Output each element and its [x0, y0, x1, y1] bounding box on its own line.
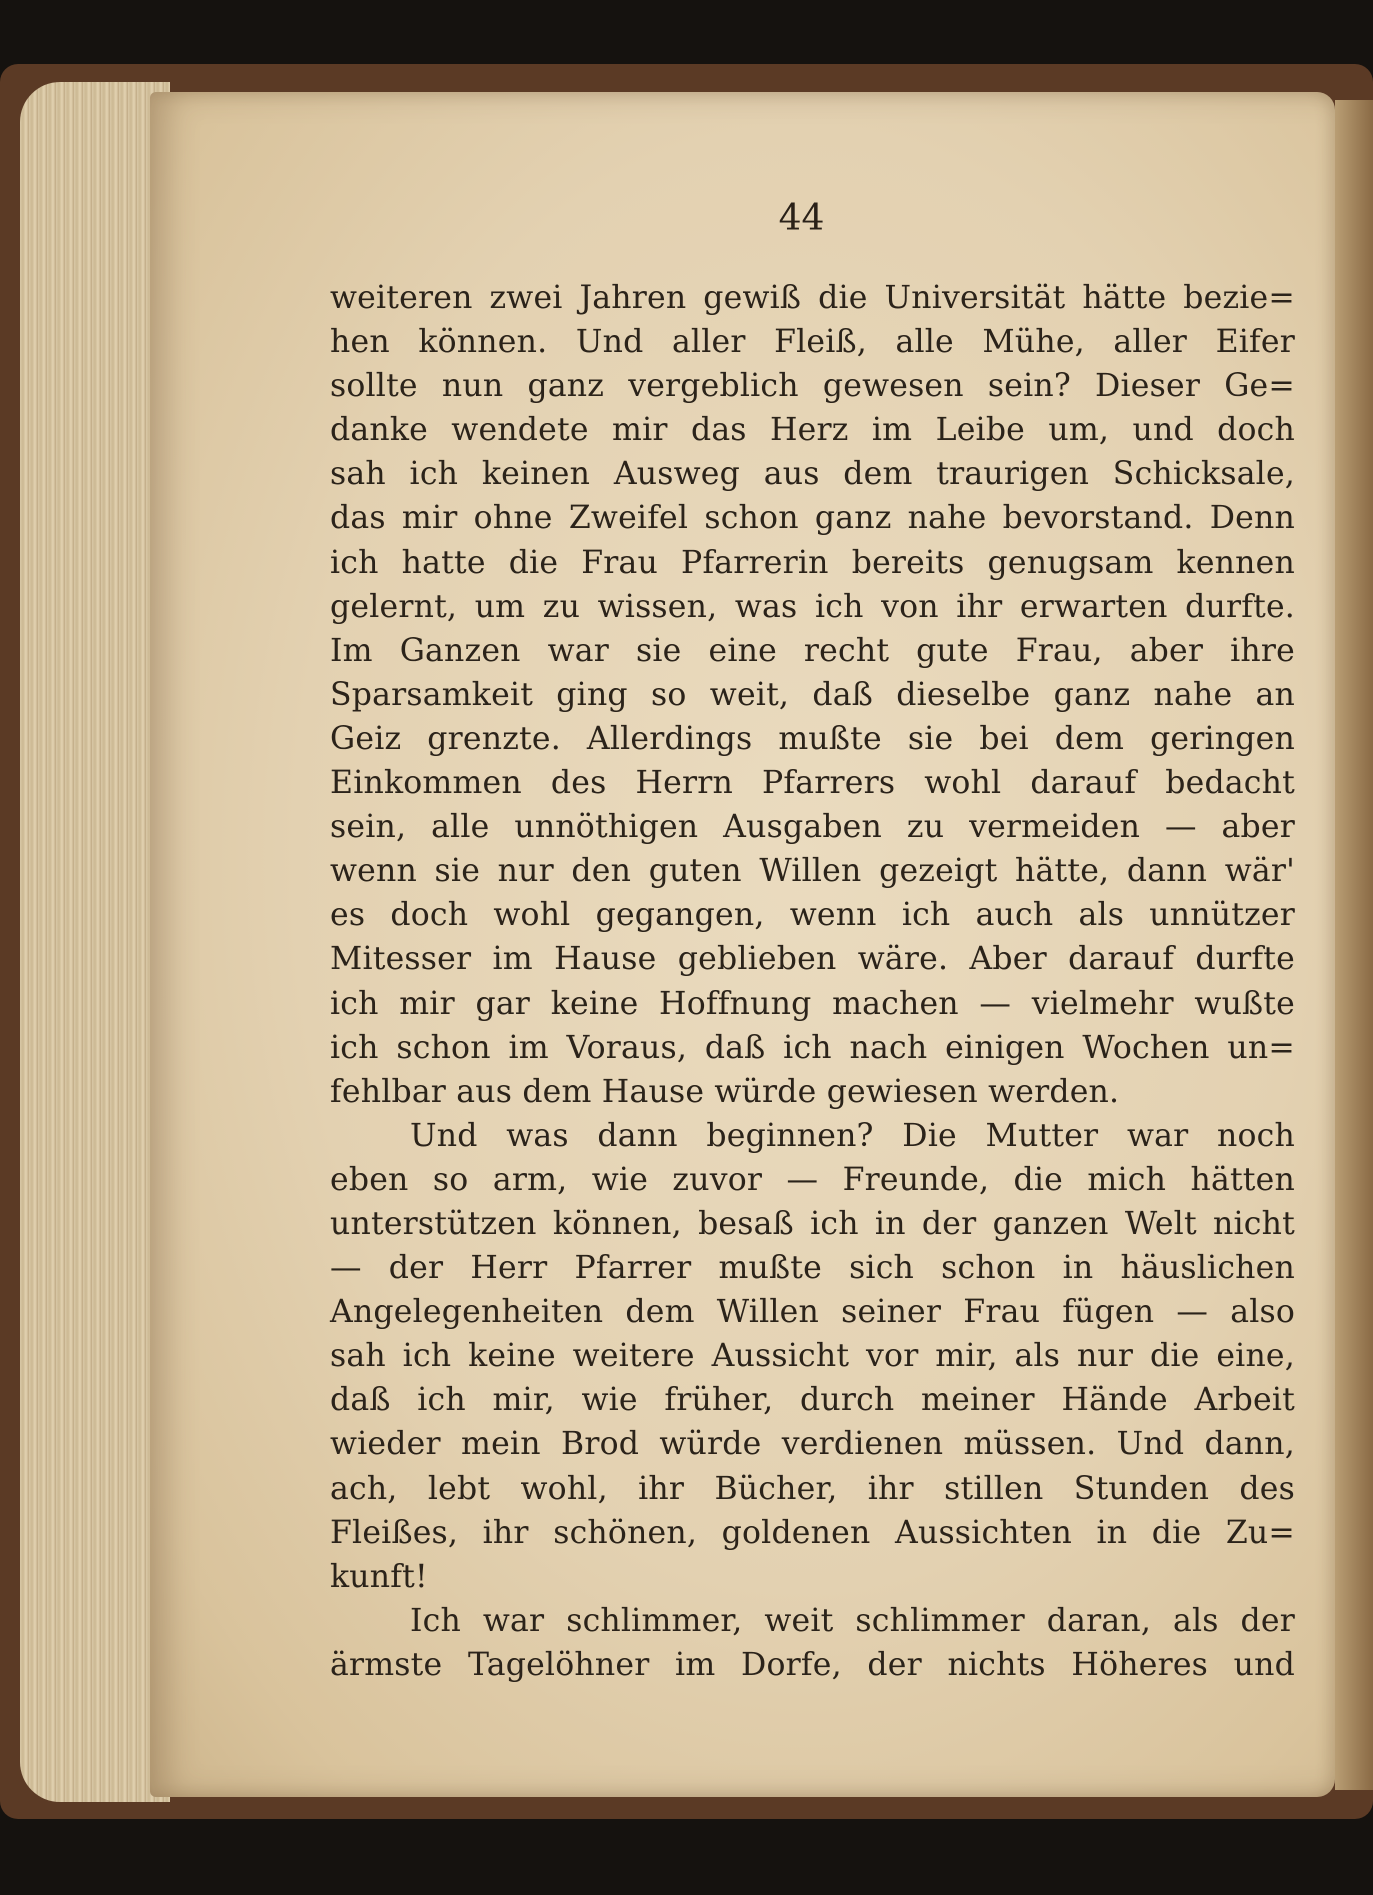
text-line: sollte nun ganz vergeblich gewesen sein? Dieser Ge= [330, 368, 1295, 405]
page-text [330, 276, 1295, 1687]
text-line: es doch wohl gegangen, wenn ich auch als unnützer [330, 897, 1295, 934]
text-line: ich mir gar keine Hoffnung machen — vielmehr wußte [330, 985, 1295, 1022]
text-line: wenn sie nur den guten Willen gezeigt hätte, dann wär' [330, 853, 1295, 890]
text-line: hen können. Und aller Fleiß, alle Mühe, aller Eifer [330, 324, 1295, 361]
text-line: eben so arm, wie zuvor — Freunde, die mich hätten [330, 1161, 1295, 1198]
text-line: sein, alle unnöthigen Ausgaben zu vermeiden — aber [330, 809, 1295, 846]
page-edges [20, 82, 170, 1802]
text-line: wieder mein Brod würde verdienen müssen. Und dann, [330, 1426, 1295, 1463]
text-line: Mitesser im Hause geblieben wäre. Aber darauf durfte [330, 941, 1295, 978]
text-line: Geiz grenzte. Allerdings mußte sie bei dem geringen [330, 720, 1295, 757]
text-line: Ich war schlimmer, weit schlimmer daran, als der [410, 1602, 1295, 1639]
page-number: 44 [778, 198, 825, 239]
text-line: Und was dann beginnen? Die Mutter war noch [410, 1117, 1295, 1154]
text-line: Einkommen des Herrn Pfarrers wohl darauf bedacht [330, 765, 1295, 802]
text-line: Fleißes, ihr schönen, goldenen Aussichten in die Zu= [330, 1514, 1295, 1551]
text-line: kunft! [330, 1558, 428, 1595]
book-gutter [1335, 100, 1373, 1790]
text-line: fehlbar aus dem Hause würde gewiesen werden. [330, 1073, 1120, 1110]
text-line: sah ich keinen Ausweg aus dem traurigen Schicksale, [330, 456, 1295, 493]
text-line: — der Herr Pfarrer mußte sich schon in häuslichen [330, 1250, 1295, 1287]
text-line: danke wendete mir das Herz im Leibe um, und doch [330, 412, 1295, 449]
text-line: weiteren zwei Jahren gewiß die Universität hätte bezie= [330, 280, 1295, 316]
text-line: ärmste Tagelöhner im Dorfe, der nichts Höheres und [330, 1646, 1295, 1683]
text-line: ich schon im Voraus, daß ich nach einigen Wochen un= [330, 1029, 1295, 1066]
text-line: das mir ohne Zweifel schon ganz nahe bevorstand. Denn [330, 500, 1295, 537]
text-line: ach, lebt wohl, ihr Bücher, ihr stillen Stunden des [330, 1470, 1295, 1507]
text-line: daß ich mir, wie früher, durch meiner Hände Arbeit [330, 1382, 1295, 1419]
text-line: sah ich keine weitere Aussicht vor mir, als nur die eine, [330, 1338, 1295, 1375]
text-line: ich hatte die Frau Pfarrerin bereits genugsam kennen [330, 544, 1295, 581]
text-line: gelernt, um zu wissen, was ich von ihr erwarten durfte. [330, 588, 1295, 625]
text-line: Im Ganzen war sie eine recht gute Frau, aber ihre [330, 632, 1295, 669]
text-line: Sparsamkeit ging so weit, daß dieselbe ganz nahe an [330, 676, 1295, 713]
text-line: Angelegenheiten dem Willen seiner Frau fügen — also [330, 1294, 1295, 1331]
text-line: unterstützen können, besaß ich in der ganzen Welt nicht [330, 1205, 1295, 1242]
